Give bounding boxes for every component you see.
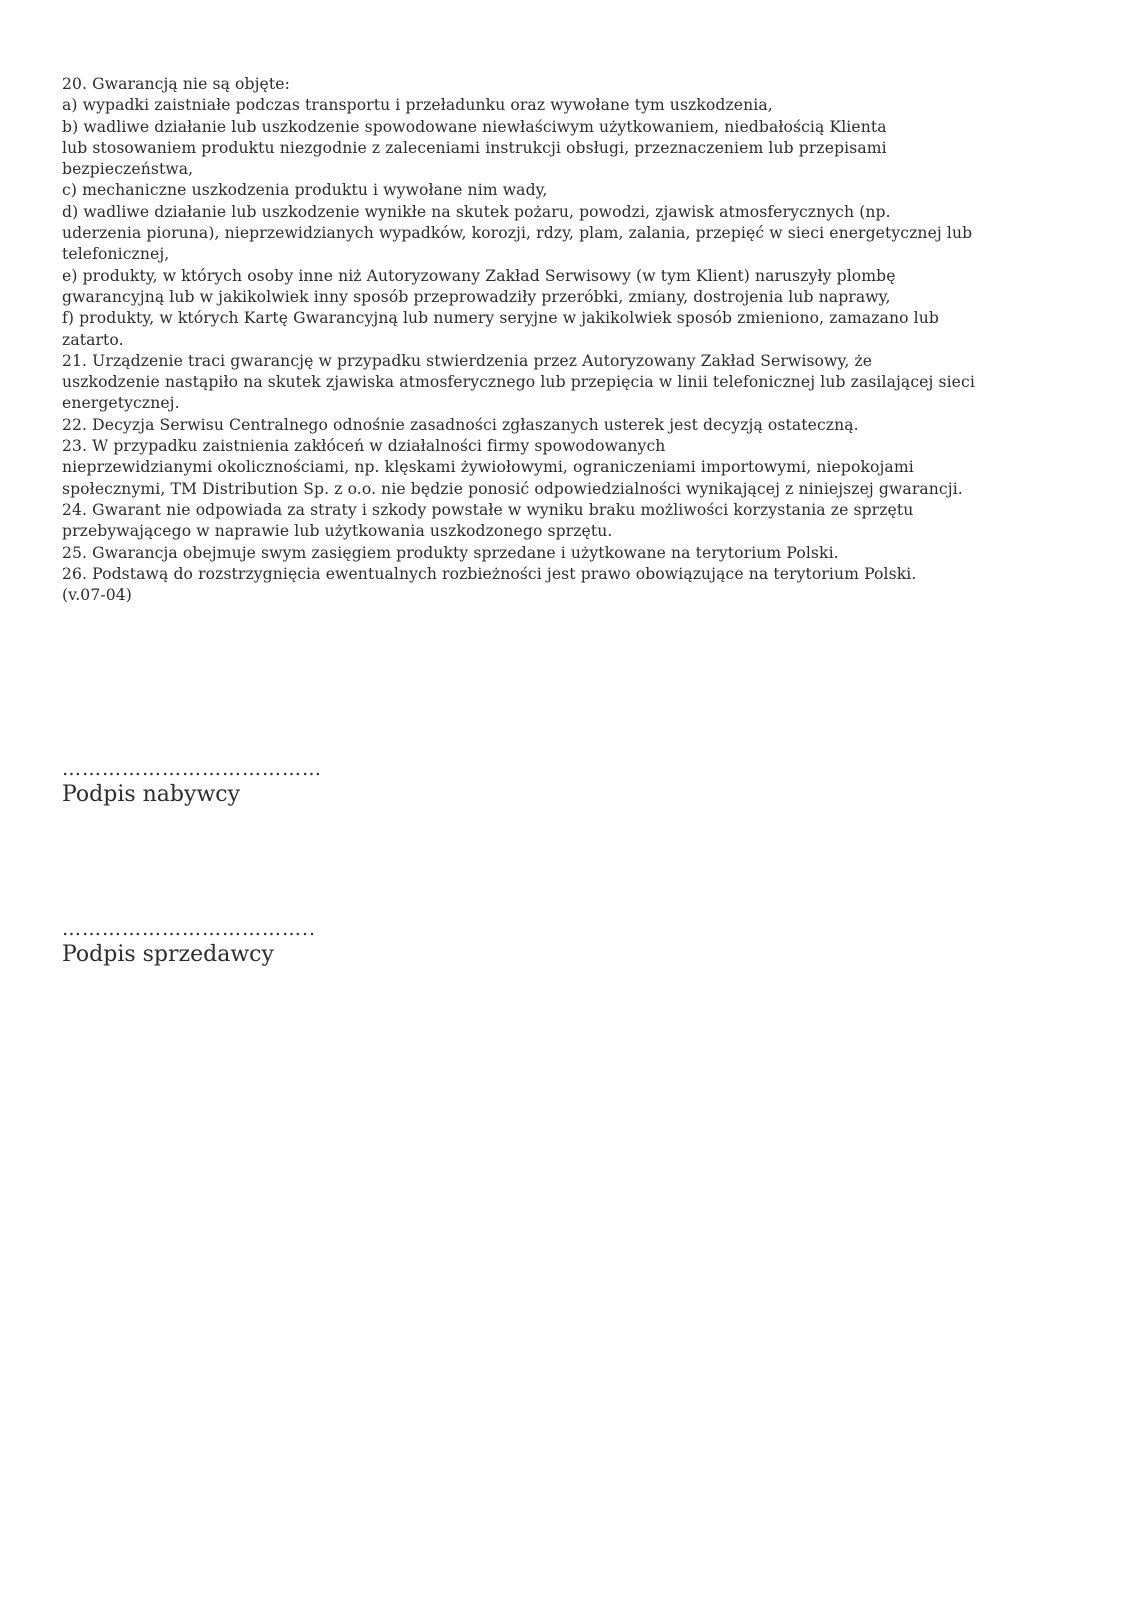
term-line: 24. Gwarant nie odpowiada za straty i szkody powstałe w wyniku braku możliwości korzystania ze sprzętu (62, 500, 914, 519)
seller-signature-block (62, 918, 316, 970)
term-line: 23. W przypadku zaistnienia zakłóceń w działalności firmy spowodowanych (62, 437, 666, 456)
term-line: 25. Gwarancja obejmuje swym zasięgiem produkty sprzedane i użytkowane na terytorium Polski. (62, 543, 839, 562)
term-line: uszkodzenie nastąpiło na skutek zjawiska atmosferycznego lub przepięcia w linii telefonicznej lub zasilającej sieci (62, 373, 975, 392)
term-line: bezpieczeństwa, (62, 160, 194, 179)
term-line: f) produkty, w których Kartę Gwarancyjną lub numery seryjne w jakikolwiek sposób zmieniono, zamazano lub (62, 309, 939, 328)
term-line: 22. Decyzja Serwisu Centralnego odnośnie zasadności zgłaszanych usterek jest decyzją ostateczną. (62, 415, 859, 434)
buyer-signature-line: ………………………………… (62, 758, 322, 780)
term-line: uderzenia pioruna), nieprzewidzianych wypadków, korozji, rdzy, plam, zalania, przepięć w sieci energetycznej lub (62, 224, 973, 243)
term-line: telefonicznej, (62, 245, 170, 264)
warranty-terms (62, 74, 1072, 606)
term-line: lub stosowaniem produktu niezgodnie z zaleceniami instrukcji obsługi, przeznaczeniem lub przepisami (62, 138, 887, 157)
term-line: 20. Gwarancją nie są objęte: (62, 75, 290, 93)
term-line: energetycznej. (62, 394, 180, 413)
term-line: gwarancyjną lub w jakikolwiek inny sposób przeprowadziły przeróbki, zmiany, dostrojenia lub naprawy, (62, 287, 891, 306)
buyer-signature-block (62, 758, 322, 810)
term-line: nieprzewidzianymi okolicznościami, np. klęskami żywiołowymi, ograniczeniami importowymi, niepokojami (62, 458, 914, 477)
buyer-signature-label: Podpis nabywcy (62, 782, 241, 807)
term-line: 21. Urządzenie traci gwarancję w przypadku stwierdzenia przez Autoryzowany Zakład Serwisowy, że (62, 351, 873, 370)
version-note: (v.07-04) (62, 586, 132, 605)
term-line: zatarto. (62, 330, 124, 349)
term-line: d) wadliwe działanie lub uszkodzenie wynikłe na skutek pożaru, powodzi, zjawisk atmosferycznych (np. (62, 202, 891, 221)
term-line: e) produkty, w których osoby inne niż Autoryzowany Zakład Serwisowy (w tym Klient) naruszyły plombę (62, 266, 896, 285)
term-line: b) wadliwe działanie lub uszkodzenie spowodowane niewłaściwym użytkowaniem, niedbałością Klienta (62, 117, 887, 136)
seller-signature-line: ……………………………….. (62, 918, 317, 940)
seller-signature-label: Podpis sprzedawcy (62, 942, 274, 967)
term-line: 26. Podstawą do rozstrzygnięcia ewentualnych rozbieżności jest prawo obowiązujące na terytorium Polski. (62, 564, 917, 583)
term-line: społecznymi, TM Distribution Sp. z o.o. nie będzie ponosić odpowiedzialności wynikającej z niniejszej gwarancji. (62, 479, 963, 498)
term-line: a) wypadki zaistniałe podczas transportu i przeładunku oraz wywołane tym uszkodzenia, (62, 96, 773, 115)
term-line: przebywającego w naprawie lub użytkowania uszkodzonego sprzętu. (62, 522, 613, 541)
term-line: c) mechaniczne uszkodzenia produktu i wywołane nim wady, (62, 181, 548, 200)
